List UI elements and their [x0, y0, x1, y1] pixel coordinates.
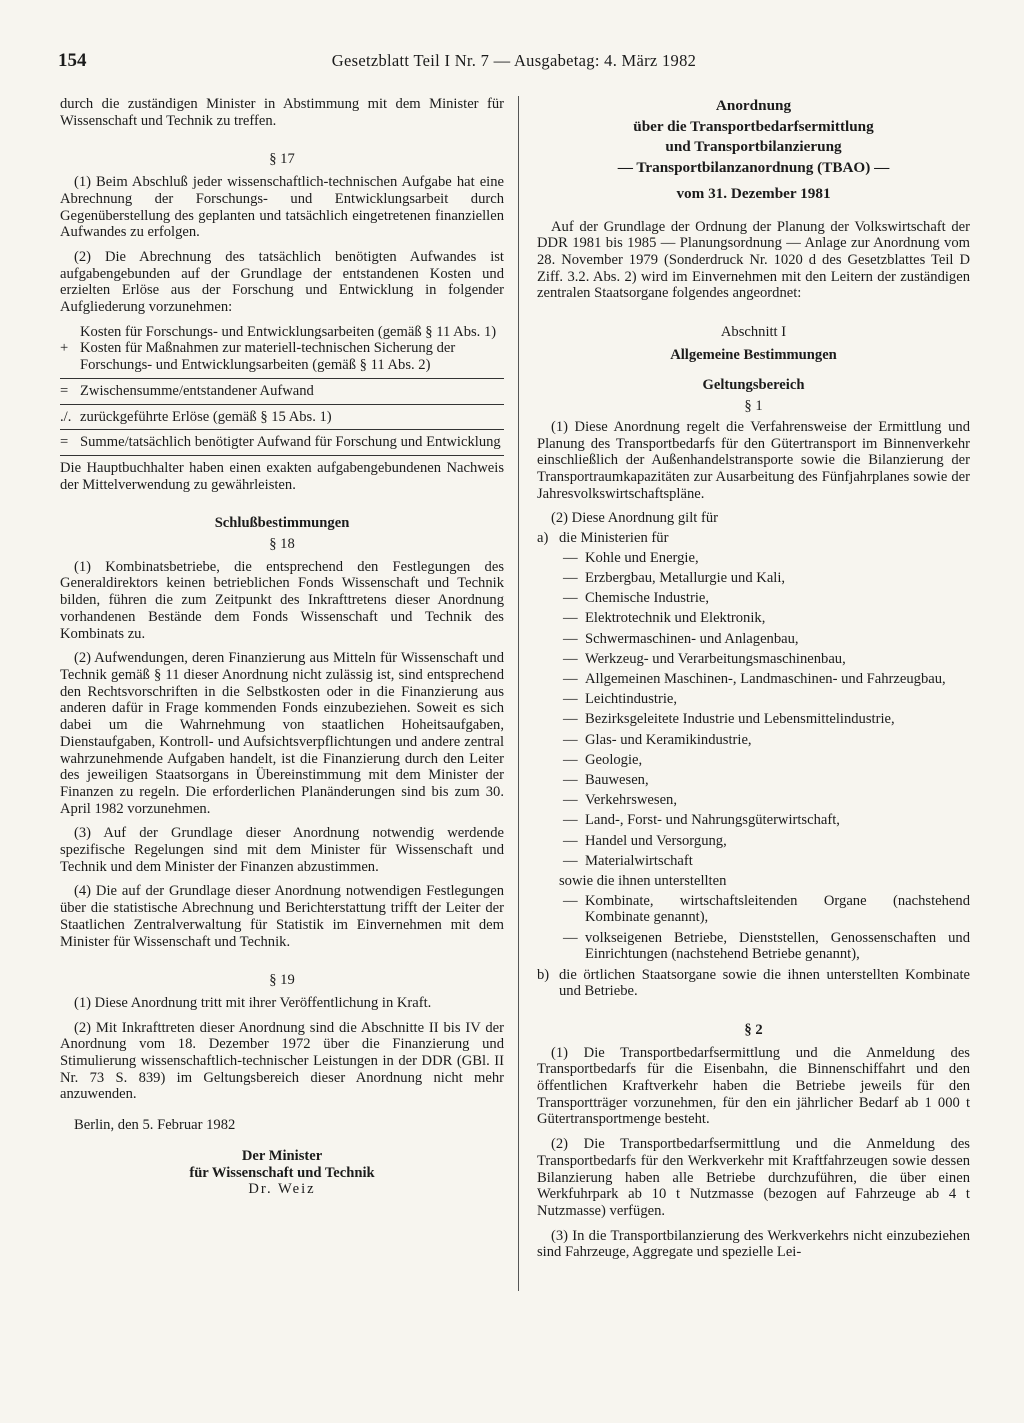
signature-title: Der Minister	[241, 1147, 323, 1164]
section-2-heading: § 2	[744, 1021, 763, 1038]
dash-marker: —	[563, 731, 578, 748]
signature-office: für Wissenschaft und Technik	[189, 1164, 375, 1181]
list-item	[537, 792, 970, 809]
dash-marker: —	[563, 771, 578, 788]
s1-paragraph-1: (1) Diese Anordnung regelt die Verfahrensweise der Ermittlung und Planung des Transportbedarfs für den Gütertransport im Binnenverkehr einschließlich der Außenhandelstransporte sowie die Bilanzierung der Transportraumkapazitäten zur Ausarbeitung des Fünfjahrplanes sowie der Jahresvolkswirtschaftspläne.	[537, 418, 970, 502]
item-b	[537, 967, 970, 1000]
list-item-text: Chemische Industrie,	[585, 590, 710, 607]
signature-block	[60, 1148, 504, 1198]
list-item-text: Kohle und Energie,	[585, 549, 699, 566]
list-item	[537, 833, 970, 850]
decree-short-title: — Transportbilanzanordnung (TBAO) —	[617, 158, 890, 176]
abschnitt-title: Allgemeine Bestimmungen	[670, 346, 837, 363]
list-item	[537, 590, 970, 607]
list-item	[537, 671, 970, 688]
calc-line-1-text: Kosten für Forschungs- und Entwicklungsarbeiten (gemäß § 11 Abs. 1)	[80, 323, 497, 340]
s19-paragraph-2: (2) Mit Inkrafttreten dieser Anordnung sind die Abschnitte II bis IV der Anordnung vom 18. Dezember 1972 über die Finanzierung und Stimulierung wissenschaftlich-technischer Leistungen in der DDR (GBl. II Nr. 73 S. 839) im Geltungsbereich dieser Anordnung nicht mehr anzuwenden.	[60, 1019, 504, 1103]
s19-paragraph-1: (1) Diese Anordnung tritt mit ihrer Veröffentlichung in Kraft.	[74, 994, 432, 1011]
calc-line-4-text: zurückgeführte Erlöse (gemäß § 15 Abs. 1)	[80, 408, 332, 425]
decree-subtitle-1: über die Transportbedarfsermittlung	[633, 117, 874, 135]
dash-marker: —	[563, 832, 578, 849]
list-item-text: Werkzeug- und Verarbeitungsmaschinenbau,	[585, 650, 846, 667]
decree-title: Anordnung	[715, 97, 792, 114]
list-item-text: Verkehrswesen,	[585, 792, 677, 809]
calc-rule-2	[60, 404, 504, 405]
equals-operator: =	[60, 434, 69, 451]
s17-paragraph-1: (1) Beim Abschluß jeder wissenschaftlich-technischen Aufgabe hat eine Abrechnung der Forschungs- und Entwicklungsarbeit durch Gegenüberstellung des geplanten und tatsächlich eingetretenen finanziellen Aufwandes zu erfolgen.	[60, 174, 504, 241]
geltungsbereich-heading: Geltungsbereich	[702, 377, 805, 394]
section-19-heading: § 19	[269, 972, 295, 989]
list-item	[537, 570, 970, 587]
list-item	[537, 752, 970, 769]
dash-marker: —	[563, 650, 578, 667]
right-column	[537, 96, 970, 1261]
calculation-scheme	[60, 324, 504, 456]
item-b-text: die örtlichen Staatsorgane sowie die ihnen unterstellten Kombinate und Betriebe.	[559, 966, 970, 1000]
list-item	[537, 691, 970, 708]
list-item-text: Erzbergbau, Metallurgie und Kali,	[585, 569, 786, 586]
list-item-text: Handel und Versorgung,	[585, 832, 727, 849]
page-number: 154	[58, 50, 87, 71]
s18-paragraph-2: (2) Aufwendungen, deren Finanzierung aus Mitteln für Wissenschaft und Technik gemäß § 11 dieser Anordnung nicht zulässig ist, sind entsprechend den Rechtsvorschriften in die Selbstkosten oder in die Finanzierung aus anderen dafür in Frage kommenden Fonds einzubeziehen. Soweit es sich dabei um die Wahrnehmung von staatlichen Hoheitsaufgaben, Dienstaufgaben, Kontroll- und Aufsichtsverpflichtungen und andere zentral wahrzunehmende Aufgaben handelt, ist die Finanzierung durch den Leiter des jeweiligen Staatsorgans in Übereinstimmung mit dem Minister der Finanzen zu regeln. Die erforderlichen Planänderungen sind bis zum 30. April 1982 vorzunehmen.	[60, 650, 504, 817]
section-17-heading: § 17	[269, 151, 295, 168]
list-item	[537, 732, 970, 749]
ministries-list	[537, 550, 970, 870]
s2-paragraph-3: (3) In die Transportbilanzierung des Werkverkehrs nicht einzubeziehen sind Fahrzeuge, Aggregate und spezielle Lei-	[537, 1227, 970, 1261]
dash-marker: —	[563, 691, 578, 708]
dash-marker: —	[563, 670, 578, 687]
item-a-label: a)	[537, 530, 549, 547]
list-item-text: Geologie,	[585, 751, 643, 768]
calc-line-5-text: Summe/tatsächlich benötigter Aufwand für Forschung und Entwicklung	[80, 434, 501, 451]
intro-paragraph: durch die zuständigen Minister in Abstimmung mit dem Minister für Wissenschaft und Technik zu treffen.	[60, 96, 504, 129]
item-b-label: b)	[537, 966, 550, 983]
calc-rule-3	[60, 429, 504, 430]
dash-marker: —	[563, 711, 578, 728]
list-item	[537, 550, 970, 567]
item-a	[537, 530, 970, 547]
preamble: Auf der Grundlage der Ordnung der Planung der Volkswirtschaft der DDR 1981 bis 1985 — Planungsordnung — Anlage zur Anordnung vom 28. November 1979 (Sonderdruck Nr. 1020 d des Gesetzblattes Teil D Ziff. 3.2. Abs. 2) wird im Einvernehmen mit den Leitern der zuständigen zentralen Staatsorgane folgendes angeordnet:	[537, 218, 970, 302]
s2-paragraph-2: (2) Die Transportbedarfsermittlung und die Anmeldung des Transportbedarfs für den Werkverkehr mit Kraftfahrzeugen sowie dessen Bilanzierung haben alle Betriebe durchzuführen, die über einen Werkfuhrpark ab 10 t Nutzmasse (bezogen auf Fahrzeuge ab 4 t Nutzmasse) verfügen.	[537, 1136, 970, 1219]
dash-marker: —	[563, 812, 578, 829]
list-item-text: Kombinate, wirtschaftsleitenden Organe (nachstehend Kombinate genannt),	[585, 892, 970, 926]
list-item-text: Land-, Forst- und Nahrungsgüterwirtschaft,	[585, 812, 840, 829]
decree-date: vom 31. Dezember 1981	[676, 185, 831, 202]
list-item	[537, 930, 970, 963]
dash-marker: —	[563, 751, 578, 768]
abschnitt-label: Abschnitt I	[720, 324, 787, 341]
list-item-text: volkseigenen Betriebe, Dienststellen, Genossenschaften und Einrichtungen (nachstehend Betriebe genannt),	[585, 929, 970, 963]
left-column	[60, 96, 504, 1198]
calc-line-5	[60, 434, 504, 451]
list-item-text: Bauwesen,	[585, 771, 649, 788]
list-item-text: Schwermaschinen- und Anlagenbau,	[585, 630, 799, 647]
list-item	[537, 772, 970, 789]
dash-marker: —	[563, 630, 578, 647]
plus-operator: +	[60, 340, 69, 357]
subordinates-list	[537, 893, 970, 963]
calc-line-3-text: Zwischensumme/entstandener Aufwand	[80, 382, 314, 399]
s1-paragraph-2: (2) Diese Anordnung gilt für	[551, 510, 718, 527]
list-item-text: Leichtindustrie,	[585, 691, 677, 708]
calc-line-2-text: Kosten für Maßnahmen zur materiell-technischen Sicherung der Forschungs- und Entwicklungsarbeiten (gemäß § 11 Abs. 2)	[80, 340, 456, 374]
calc-line-4	[60, 409, 504, 426]
place-date: Berlin, den 5. Februar 1982	[74, 1117, 236, 1134]
s18-paragraph-1: (1) Kombinatsbetriebe, die entsprechend den Festlegungen des Generaldirektors keinen betrieblichen Fonds Wissenschaft und Technik bilden, führen die zum Zeitpunkt des Inkrafttretens dieser Anordnung vorhandenen Bestände dem Fonds Wissenschaft und Technik des Kombinats zu.	[60, 558, 504, 642]
list-item-text: Glas- und Keramikindustrie,	[585, 731, 752, 748]
equals-operator: =	[60, 382, 69, 399]
decree-title-block	[537, 96, 970, 205]
page-header	[58, 50, 970, 76]
section-1-heading: § 1	[744, 398, 763, 415]
list-item-text: Elektrotechnik und Elektronik,	[585, 610, 766, 627]
dash-marker: —	[563, 892, 578, 909]
running-title: Gesetzblatt Teil I Nr. 7 — Ausgabetag: 4. März 1982	[331, 51, 697, 70]
list-item-text: Allgemeinen Maschinen-, Landmaschinen- und Fahrzeugbau,	[585, 670, 946, 687]
section-18-heading: § 18	[269, 536, 295, 553]
list-item	[537, 610, 970, 627]
dash-marker: —	[563, 792, 578, 809]
minus-operator: ./.	[60, 408, 72, 425]
column-divider	[518, 96, 519, 1291]
list-item	[537, 812, 970, 829]
dash-marker: —	[563, 852, 578, 869]
list-item-text: Materialwirtschaft	[585, 852, 693, 869]
schlussbestimmungen-heading: Schlußbestimmungen	[214, 515, 350, 532]
calc-line-2	[60, 340, 504, 373]
list-item	[537, 651, 970, 668]
decree-subtitle-2: und Transportbilanzierung	[665, 138, 842, 155]
list-item	[537, 631, 970, 648]
dash-marker: —	[563, 549, 578, 566]
calc-rule-4	[60, 455, 504, 456]
calc-rule-1	[60, 378, 504, 379]
dash-marker: —	[563, 590, 578, 607]
dash-marker: —	[563, 610, 578, 627]
signature-name: Dr. Weiz	[248, 1181, 316, 1198]
s18-paragraph-4: (4) Die auf der Grundlage dieser Anordnung notwendigen Festlegungen über die statistische Abrechnung und Berichterstattung trifft der Leiter der Staatlichen Zentralverwaltung für Statistik im Einvernehmen mit dem Minister für Wissenschaft und Technik.	[60, 883, 504, 950]
list-item	[537, 853, 970, 870]
item-a-text: die Ministerien für	[559, 530, 669, 547]
calc-line-1	[60, 324, 504, 341]
sub-intro: sowie die ihnen unterstellten	[559, 873, 727, 889]
s17-paragraph-3: Die Hauptbuchhalter haben einen exakten aufgabengebundenen Nachweis der Mittelverwendung zu gewährleisten.	[60, 459, 504, 493]
dash-marker: —	[563, 569, 578, 586]
calc-line-3	[60, 383, 504, 400]
list-item	[537, 711, 970, 728]
s18-paragraph-3: (3) Auf der Grundlage dieser Anordnung notwendig werdende spezifische Regelungen sind mit dem Minister für Wissenschaft und Technik und dem Minister der Finanzen abzustimmen.	[60, 825, 504, 875]
list-item	[537, 893, 970, 926]
s17-paragraph-2: (2) Die Abrechnung des tatsächlich benötigten Aufwandes ist aufgabengebunden auf der Grundlage der entstandenen Kosten und erzielten Erlöse aus der Forschung und Entwicklung in folgender Aufgliederung vorzunehmen:	[60, 248, 504, 316]
dash-marker: —	[563, 929, 578, 946]
s2-paragraph-1: (1) Die Transportbedarfsermittlung und die Anmeldung des Transportbedarfs für die Eisenbahn, die Binnenschiffahrt und den öffentlichen Kraftverkehr haben die Betriebe jeweils für den Transportträger vorzunehmen, für den ein jährlicher Bedarf ab 1 000 t Gütertransportmenge besteht.	[537, 1044, 970, 1128]
list-item-text: Bezirksgeleitete Industrie und Lebensmittelindustrie,	[585, 711, 895, 728]
